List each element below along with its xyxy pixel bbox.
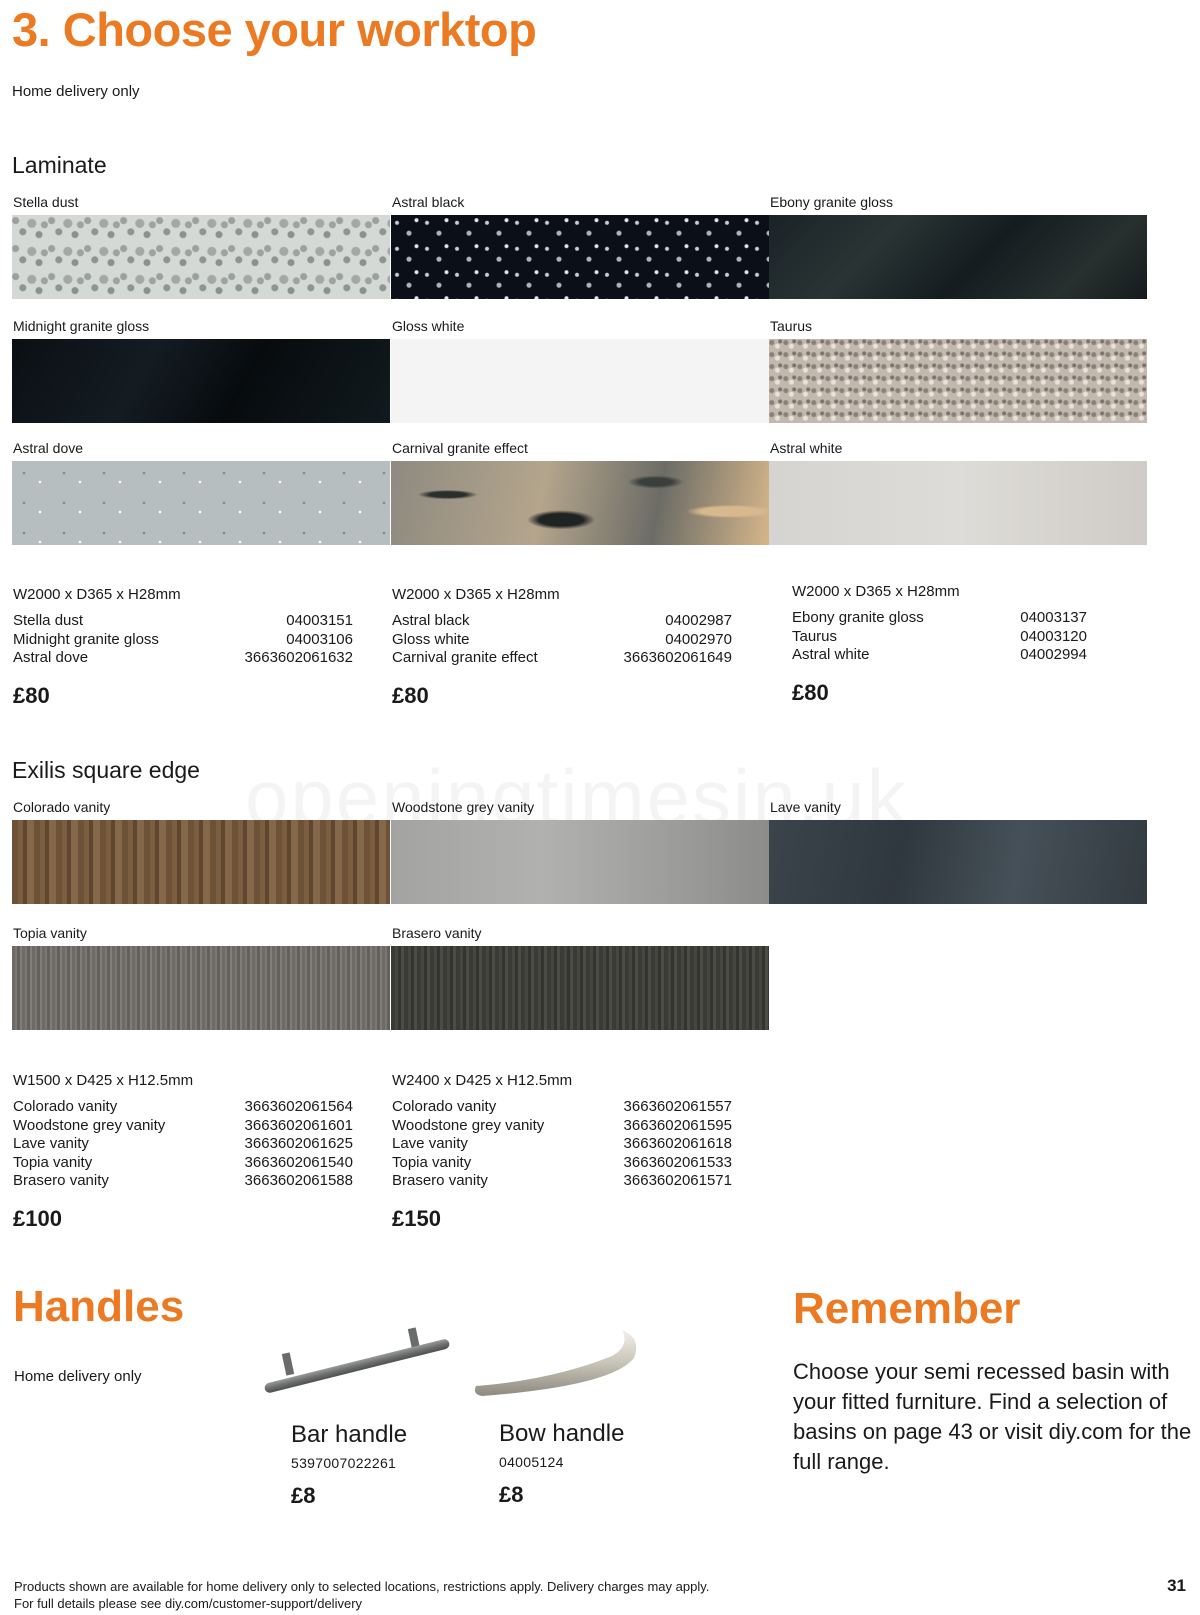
swatch-image (391, 820, 769, 904)
product-row (392, 1098, 732, 1117)
swatch-astral-dove[interactable] (12, 438, 390, 545)
swatch-topia-vanity[interactable] (12, 923, 390, 1030)
product-row (392, 612, 732, 631)
bow-handle-image (472, 1328, 642, 1396)
dimensions: W2000 x D365 x H28mm (392, 586, 560, 603)
price: £80 (792, 679, 829, 705)
spec-block-laminate-1 (13, 586, 353, 709)
spec-block-laminate-2 (392, 586, 732, 709)
swatch-lave-vanity[interactable] (769, 797, 1147, 904)
product-code: 3663602061595 (623, 1116, 732, 1134)
footer-line-2: For full details please see diy.com/customer-support/delivery (14, 1596, 363, 1611)
product-name: Astral white (792, 646, 870, 663)
swatch-astral-black[interactable] (391, 192, 769, 299)
product-row (13, 1135, 353, 1154)
product-name: Astral dove (13, 649, 89, 666)
swatch-image (12, 339, 390, 423)
swatch-image (391, 946, 769, 1030)
swatch-astral-white[interactable] (769, 438, 1147, 545)
handle-price: £8 (291, 1483, 316, 1508)
swatch-image (769, 820, 1147, 904)
product-code: 04002994 (1020, 646, 1087, 663)
swatch-label: Colorado vanity (13, 799, 111, 815)
handle-code: 04005124 (499, 1454, 564, 1470)
product-code: 04002970 (665, 630, 732, 648)
delivery-note: Home delivery only (12, 83, 140, 100)
product-code: 04003151 (286, 612, 353, 629)
swatch-label: Taurus (770, 318, 813, 334)
dimensions: W2400 x D425 x H12.5mm (392, 1072, 573, 1089)
product-code: 3663602061533 (623, 1153, 732, 1171)
product-row (392, 1135, 732, 1154)
product-name: Midnight granite gloss (13, 630, 159, 648)
swatch-image (12, 946, 390, 1030)
swatch-image (769, 339, 1147, 423)
price: £80 (13, 682, 50, 708)
product-code: 04002987 (665, 612, 732, 629)
price: £100 (13, 1205, 62, 1231)
swatch-label: Ebony granite gloss (770, 194, 893, 210)
product-code: 3663602061618 (623, 1135, 732, 1152)
bar-handle-image (262, 1325, 462, 1400)
swatch-ebony-granite-gloss[interactable] (769, 192, 1147, 299)
product-row (13, 1117, 353, 1136)
product-code: 3663602061557 (623, 1098, 732, 1115)
page-number: 31 (1167, 1576, 1186, 1595)
handle-code: 5397007022261 (291, 1455, 397, 1471)
product-row (13, 649, 353, 668)
swatch-label: Astral dove (13, 440, 84, 456)
swatch-woodstone-grey-vanity[interactable] (391, 797, 769, 904)
swatch-midnight-granite-gloss[interactable] (12, 316, 390, 423)
swatch-label: Topia vanity (13, 925, 87, 941)
product-row (13, 1172, 353, 1191)
swatch-label: Carnival granite effect (392, 440, 528, 456)
handle-price: £8 (499, 1482, 524, 1507)
product-row (13, 631, 353, 650)
swatch-label: Midnight granite gloss (13, 318, 150, 334)
product-name: Astral black (392, 612, 470, 629)
swatch-image (391, 461, 769, 545)
product-name: Ebony granite gloss (792, 609, 924, 626)
section-title-exilis: Exilis square edge (12, 757, 200, 783)
product-row (792, 609, 1087, 628)
swatch-image (12, 461, 390, 545)
spec-block-exilis-1 (13, 1072, 353, 1232)
product-name: Topia vanity (392, 1153, 472, 1171)
product-code: 04003106 (286, 630, 353, 648)
price: £150 (392, 1205, 441, 1231)
swatch-label: Astral black (392, 194, 465, 210)
remember-title: Remember (793, 1284, 1021, 1333)
dimensions: W2000 x D365 x H28mm (13, 586, 181, 603)
swatch-label: Woodstone grey vanity (392, 799, 535, 815)
product-name: Lave vanity (13, 1135, 89, 1152)
product-code: 3663602061564 (244, 1098, 353, 1115)
product-code: 3663602061540 (244, 1153, 353, 1171)
product-name: Topia vanity (13, 1153, 93, 1171)
product-code: 3663602061601 (244, 1116, 353, 1134)
product-name: Stella dust (13, 612, 84, 629)
swatch-label: Stella dust (13, 194, 79, 210)
handle-name: Bar handle (291, 1421, 408, 1448)
swatch-image (12, 215, 390, 299)
dimensions: W1500 x D425 x H12.5mm (13, 1072, 194, 1089)
bow-handle[interactable] (499, 1419, 624, 1508)
handles-delivery-note: Home delivery only (14, 1368, 142, 1385)
product-code: 04003137 (1020, 609, 1087, 626)
swatch-brasero-vanity[interactable] (391, 923, 769, 1030)
product-name: Colorado vanity (13, 1098, 118, 1115)
bar-handle[interactable] (291, 1420, 407, 1509)
product-code: 3663602061588 (244, 1172, 353, 1189)
page-title: 3. Choose your worktop (12, 3, 537, 56)
swatch-taurus[interactable] (769, 316, 1147, 423)
spec-block-exilis-2 (392, 1072, 732, 1232)
product-name: Brasero vanity (13, 1172, 109, 1189)
product-name: Taurus (792, 627, 838, 645)
swatch-stella-dust[interactable] (12, 192, 390, 299)
product-row (392, 1172, 732, 1191)
product-row (392, 631, 732, 650)
footer (14, 1578, 709, 1612)
section-title-laminate: Laminate (12, 152, 107, 178)
product-code: 3663602061649 (623, 649, 732, 666)
swatch-label: Brasero vanity (392, 925, 482, 941)
swatch-image (12, 820, 390, 904)
product-name: Colorado vanity (392, 1098, 497, 1115)
product-row (792, 646, 1087, 665)
spec-block-laminate-3 (792, 583, 1087, 706)
product-row (13, 612, 353, 631)
product-code: 3663602061571 (623, 1172, 732, 1189)
product-row (13, 1098, 353, 1117)
product-name: Brasero vanity (392, 1172, 488, 1189)
footer-line-1: Products shown are available for home delivery only to selected locations, restrictions apply. Delivery charges may apply. (14, 1579, 710, 1594)
product-name: Lave vanity (392, 1135, 468, 1152)
swatch-label: Astral white (770, 440, 843, 456)
product-name: Carnival granite effect (392, 649, 538, 666)
remember-text: Choose your semi recessed basin with your fitted furniture. Find a selection of basins on page 43 or visit diy.com for the full range. (793, 1359, 1192, 1474)
swatch-carnival-granite-effect[interactable] (391, 438, 769, 545)
product-name: Gloss white (392, 630, 470, 648)
product-name: Woodstone grey vanity (392, 1116, 545, 1134)
product-name: Woodstone grey vanity (13, 1116, 166, 1134)
product-code: 3663602061632 (244, 649, 353, 666)
product-row (13, 1154, 353, 1173)
price: £80 (392, 682, 429, 708)
product-row (392, 1154, 732, 1173)
product-row (392, 649, 732, 668)
product-row (392, 1117, 732, 1136)
swatch-image (391, 215, 769, 299)
swatch-image (769, 215, 1147, 299)
product-code: 04003120 (1020, 627, 1087, 645)
dimensions: W2000 x D365 x H28mm (792, 583, 960, 600)
swatch-label: Gloss white (392, 318, 465, 334)
product-code: 3663602061625 (244, 1135, 353, 1152)
swatch-gloss-white[interactable] (391, 316, 769, 423)
swatch-colorado-vanity[interactable] (12, 797, 390, 904)
swatch-label: Lave vanity (770, 799, 841, 815)
swatch-image (391, 339, 769, 423)
swatch-image (769, 461, 1147, 545)
section-title-handles: Handles (13, 1282, 185, 1331)
handle-name: Bow handle (499, 1420, 625, 1447)
product-row (792, 628, 1087, 647)
